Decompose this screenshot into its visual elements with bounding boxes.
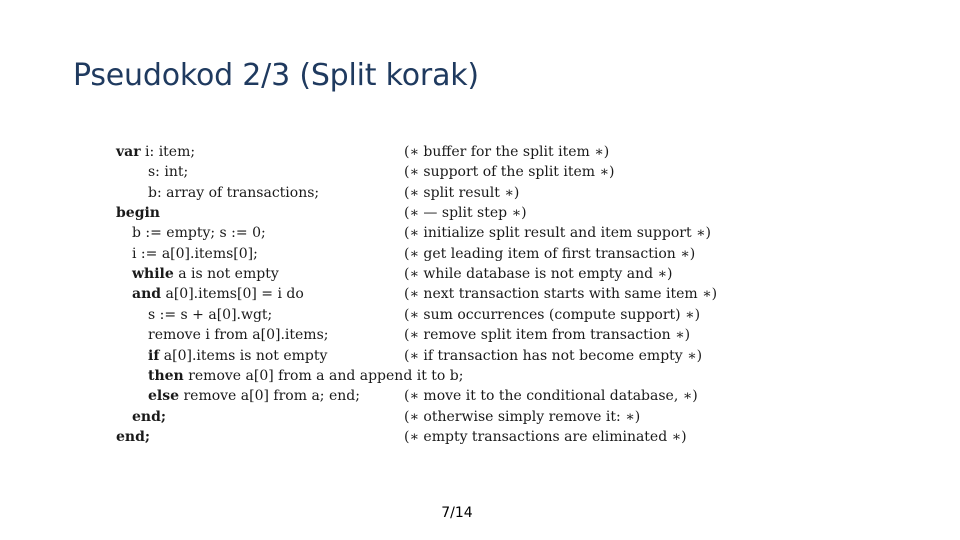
code-line (116, 203, 716, 223)
code-statement: a is not empty (178, 266, 279, 282)
code-comment: (∗ split result ∗) (404, 185, 520, 201)
code-comment: (∗ — split step ∗) (404, 205, 527, 221)
code-keyword: and (132, 286, 162, 302)
code-statement: remove i from a[0].items; (148, 327, 329, 343)
code-line (116, 244, 716, 264)
code-comment: (∗ buffer for the split item ∗) (404, 144, 610, 160)
code-statement: a[0].items is not empty (163, 348, 328, 364)
code-statement: remove a[0] from a and append it to b; (188, 368, 464, 384)
code-statement: s: int; (148, 164, 189, 180)
code-statement: a[0].items[0] = i do (165, 286, 304, 302)
code-statement: i: item; (145, 144, 196, 160)
code-statement: b: array of transactions; (148, 185, 320, 201)
code-text (148, 305, 272, 325)
code-comment: (∗ remove split item from transaction ∗) (404, 327, 691, 343)
code-text (132, 244, 258, 264)
code-line (116, 325, 716, 345)
code-comment: (∗ if transaction has not become empty ∗) (404, 348, 703, 364)
code-keyword: if (148, 348, 160, 364)
code-line (116, 142, 716, 162)
code-text (148, 386, 360, 406)
code-comment: (∗ move it to the conditional database, ∗) (404, 388, 698, 404)
code-keyword: else (148, 388, 180, 404)
code-statement: remove a[0] from a; end; (183, 388, 360, 404)
page-number: 7/14 (441, 505, 473, 521)
code-comment: (∗ empty transactions are eliminated ∗) (404, 429, 687, 445)
code-text (148, 162, 188, 182)
code-line (116, 366, 716, 386)
code-keyword: end; (132, 409, 167, 425)
code-text (116, 427, 150, 447)
code-line (116, 223, 716, 243)
slide-title: Pseudokod 2/3 (Split korak) (73, 58, 479, 93)
code-keyword: while (132, 266, 174, 282)
code-line (116, 407, 716, 427)
code-line (116, 427, 716, 447)
code-text (148, 346, 327, 366)
code-statement: i := a[0].items[0]; (132, 246, 258, 262)
code-comment: (∗ while database is not empty and ∗) (404, 266, 673, 282)
code-text (132, 284, 304, 304)
code-text (132, 407, 166, 427)
code-comment: (∗ get leading item of first transaction ∗) (404, 246, 696, 262)
code-line (116, 386, 716, 406)
code-line (116, 183, 716, 203)
code-comment: (∗ initialize split result and item support ∗) (404, 225, 712, 241)
code-comment: (∗ otherwise simply remove it: ∗) (404, 409, 641, 425)
code-line (116, 284, 716, 304)
code-line (116, 162, 716, 182)
code-comment: (∗ next transaction starts with same item ∗) (404, 286, 718, 302)
code-text (116, 203, 160, 223)
code-comment: (∗ support of the split item ∗) (404, 164, 615, 180)
pseudocode-block (116, 142, 716, 448)
code-text (132, 223, 266, 243)
code-text (148, 366, 463, 386)
code-keyword: then (148, 368, 184, 384)
code-comment: (∗ sum occurrences (compute support) ∗) (404, 307, 701, 323)
code-keyword: begin (116, 205, 160, 221)
code-statement: b := empty; s := 0; (132, 225, 266, 241)
code-text (148, 325, 328, 345)
code-line (116, 346, 716, 366)
code-text (132, 264, 279, 284)
code-keyword: var (116, 144, 141, 160)
code-line (116, 305, 716, 325)
code-text (148, 183, 319, 203)
code-statement: s := s + a[0].wgt; (148, 307, 273, 323)
code-text (116, 142, 195, 162)
code-line (116, 264, 716, 284)
code-keyword: end; (116, 429, 151, 445)
